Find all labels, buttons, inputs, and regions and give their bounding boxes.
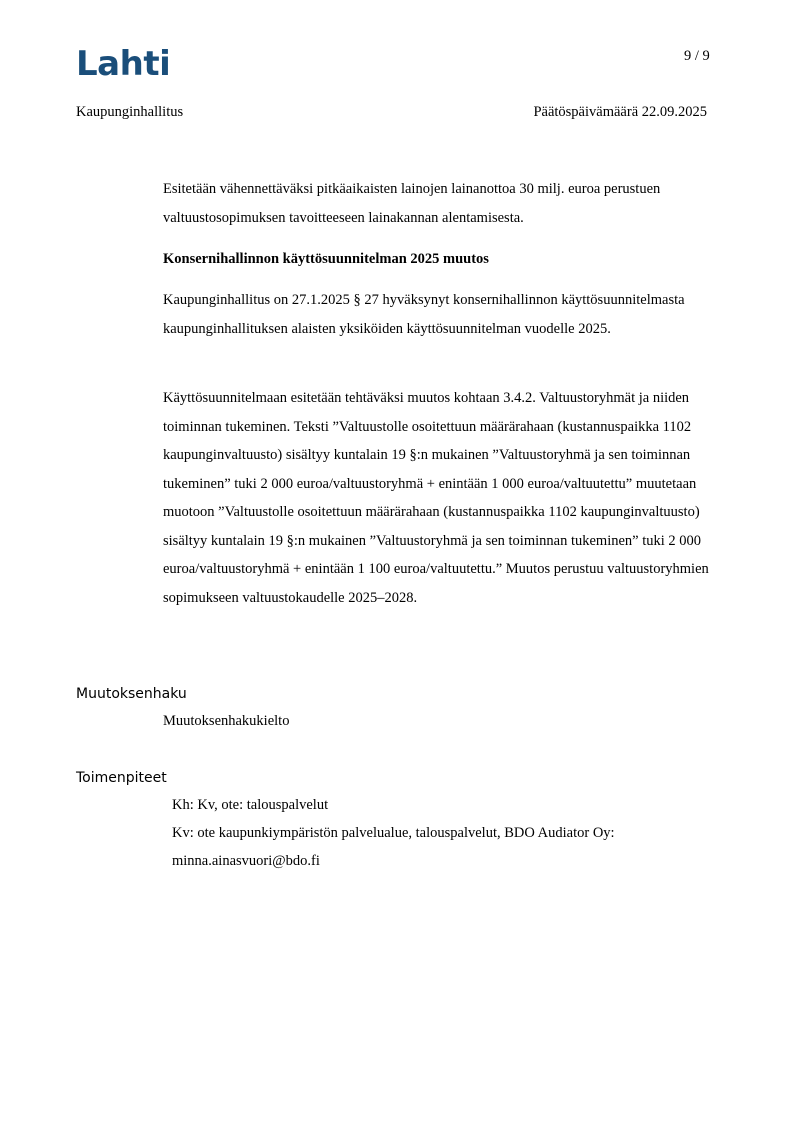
actions-email-link[interactable]: minna.ainasvuori@bdo.fi [172, 853, 320, 869]
appeal-value: Muutoksenhakukielto [163, 713, 290, 729]
appeal-label: Muutoksenhaku [76, 686, 187, 702]
decision-date: Päätöspäivämäärä 22.09.2025 [533, 104, 707, 120]
page-number: 9 / 9 [684, 48, 710, 64]
paragraph-amendment: Käyttösuunnitelmaan esitetään tehtäväksi muutos kohtaan 3.4.2. Valtuustoryhmät ja niiden toiminnan tukeminen. Teksti ”Valtuustolle osoitettuun määrärahaan (kustannuspaikka 1102 kaupunginvaltuusto) sisältyy kuntalain 19 §:n mukainen ”Valtuustoryhmä ja sen toiminnan tukeminen” tuki 2 000 euroa/valtuustoryhmä + enintään 1 000 euroa/valtuutettu” muutetaan muotoon ”Valtuustolle osoitettuun määrärahaan (kustannuspaikka 1102 kaupunginvaltuusto) sisältyy kuntalain 19 §:n mukainen ”Valtuustoryhmä ja sen toiminnan tukeminen” tuki 2 000 euroa/valtuustoryhmä + enintään 1 100 euroa/valtuutettu.” Muutos perustuu valtuustoryhmien sopimukseen valtuustokaudelle 2025–2028. [163, 390, 709, 606]
section-heading: Konsernihallinnon käyttösuunnitelman 2025 muutos [163, 251, 489, 267]
paragraph-loan-reduction: Esitetään vähennettäväksi pitkäaikaisten lainojen lainanottoa 30 milj. euroa perustuen valtuustosopimuksen tavoitteeseen lainakannan alentamisesta. [163, 181, 661, 226]
department-name: Kaupunginhallitus [76, 104, 184, 120]
actions-line-2: Kv: ote kaupunkiympäristön palvelualue, talouspalvelut, BDO Audiator Oy: [172, 825, 615, 841]
actions-line-1: Kh: Kv, ote: talouspalvelut [172, 797, 329, 813]
actions-label: Toimenpiteet [76, 770, 167, 786]
paragraph-board-decision: Kaupunginhallitus on 27.1.2025 § 27 hyväksynyt konsernihallinnon käyttösuunnitelmasta kaupunginhallituksen alaisten yksiköiden käyttösuunnitelman vuodelle 2025. [163, 292, 685, 337]
lahti-logo: Lahti [76, 44, 171, 84]
